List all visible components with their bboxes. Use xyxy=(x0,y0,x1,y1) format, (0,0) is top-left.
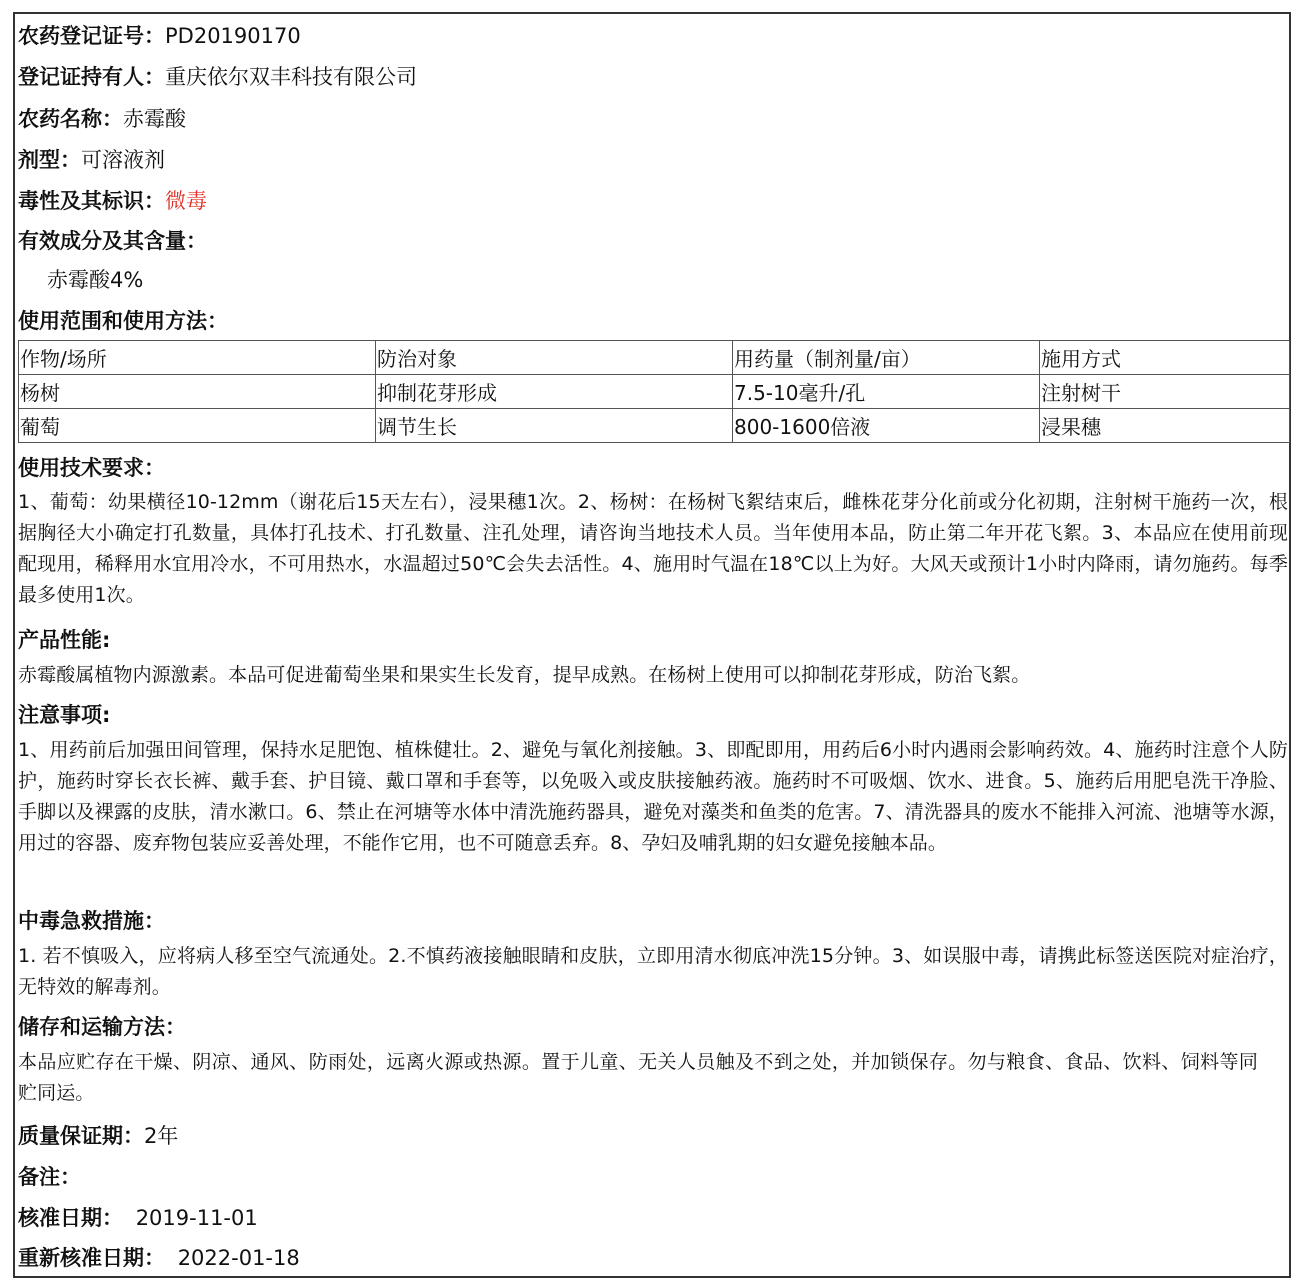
shelf-life-row xyxy=(18,1123,178,1149)
cell-dosage: 800-1600倍液 xyxy=(733,409,1040,443)
shelf-life-label: 质量保证期： xyxy=(18,1124,144,1148)
table-row xyxy=(19,375,1290,409)
registration-no-value: PD20190170 xyxy=(165,24,301,48)
formulation-row xyxy=(18,147,165,173)
ingredient-label-row xyxy=(18,228,207,254)
storage-label: 储存和运输方法： xyxy=(18,1015,186,1039)
tech-label-row xyxy=(18,455,165,481)
pesticide-name-label: 农药名称： xyxy=(18,107,123,131)
tech-text: 1、葡萄：幼果横径10-12mm（谢花后15天左右），浸果穗1次。2、杨树：在杨树飞絮结束后，雌株花芽分化前或分化初期，注射树干施药一次，根据胸径大小确定打孔数量，具体打孔技术、打孔数量、注孔处理，请咨询当地技术人员。当年使用本品，防止第二年开花飞絮。3、本品应在使用前现配现用，稀释用水宜用冷水，不可用热水，水温超过50℃会失去活性。4、施用时气温在18℃以上为好。大风天或预计1小时内降雨，请勿施药。每季最多使用1次。 xyxy=(18,491,1288,606)
first-aid-text: 1. 若不慎吸入，应将病人移至空气流通处。2.不慎药液接触眼睛和皮肤，立即用清水彻底冲洗15分钟。3、如误服中毒，请携此标签送医院对症治疗，无特效的解毒剂。 xyxy=(18,945,1288,998)
approval-date-row xyxy=(18,1205,258,1231)
cell-method: 注射树干 xyxy=(1040,375,1290,409)
storage-text: 本品应贮存在干燥、阴凉、通风、防雨处，远离火源或热源。置于儿童、无关人员触及不到之处，并加锁保存。勿与粮食、食品、饮料、饲料等同贮同运。 xyxy=(18,1051,1258,1104)
cell-target: 调节生长 xyxy=(376,409,733,443)
usage-label-row xyxy=(18,308,228,334)
holder-label: 登记证持有人： xyxy=(18,65,165,89)
header-target: 防治对象 xyxy=(376,341,733,375)
cautions-label-row xyxy=(18,702,110,728)
usage-label: 使用范围和使用方法： xyxy=(18,309,228,333)
holder-row xyxy=(18,64,417,90)
performance-text: 赤霉酸属植物内源激素。本品可促进葡萄坐果和果实生长发育，提早成熟。在杨树上使用可以抑制花芽形成，防治飞絮。 xyxy=(18,664,1031,686)
performance-label-row xyxy=(18,627,110,653)
cell-method: 浸果穗 xyxy=(1040,409,1290,443)
reapproval-date-value: 2022-01-18 xyxy=(177,1246,300,1270)
usage-table xyxy=(18,340,1290,443)
shelf-life-value: 2年 xyxy=(144,1124,179,1148)
reapproval-date-row xyxy=(18,1245,300,1271)
registration-no-row xyxy=(18,23,301,49)
toxicity-row xyxy=(18,188,207,214)
cautions-label: 注意事项: xyxy=(18,703,111,727)
remarks-label: 备注： xyxy=(18,1165,81,1189)
reapproval-date-label: 重新核准日期： xyxy=(18,1246,165,1270)
cell-crop: 杨树 xyxy=(19,375,376,409)
table-row xyxy=(19,409,1290,443)
header-crop: 作物/场所 xyxy=(19,341,376,375)
header-method: 施用方式 xyxy=(1040,341,1290,375)
cell-crop: 葡萄 xyxy=(19,409,376,443)
storage-label-row xyxy=(18,1014,186,1040)
header-dosage: 用药量（制剂量/亩） xyxy=(733,341,1040,375)
first-aid-label: 中毒急救措施： xyxy=(18,909,165,933)
ingredient-label: 有效成分及其含量： xyxy=(18,229,207,253)
formulation-value: 可溶液剂 xyxy=(81,148,165,172)
cell-dosage: 7.5-10毫升/孔 xyxy=(733,375,1040,409)
formulation-label: 剂型： xyxy=(18,148,81,172)
approval-date-value: 2019-11-01 xyxy=(135,1206,258,1230)
pesticide-label-document xyxy=(13,12,1291,1278)
cell-target: 抑制花芽形成 xyxy=(376,375,733,409)
holder-value: 重庆依尔双丰科技有限公司 xyxy=(165,65,417,89)
registration-no-label: 农药登记证号： xyxy=(18,24,165,48)
pesticide-name-row xyxy=(18,106,186,132)
ingredient-value: 赤霉酸4% xyxy=(47,268,144,292)
remarks-row xyxy=(18,1164,81,1190)
performance-label: 产品性能: xyxy=(18,628,111,652)
tech-label: 使用技术要求： xyxy=(18,456,165,480)
cautions-text: 1、用药前后加强田间管理，保持水足肥饱、植株健壮。2、避免与氧化剂接触。3、即配即用，用药后6小时内遇雨会影响药效。4、施药时注意个人防护，施药时穿长衣长裤、戴手套、护目镜、戴口罩和手套等，以免吸入或皮肤接触药液。施药时不可吸烟、饮水、进食。5、施药后用肥皂洗干净脸、手脚以及裸露的皮肤，清水漱口。6、禁止在河塘等水体中清洗施药器具，避免对藻类和鱼类的危害。7、清洗器具的废水不能排入河流、池塘等水源，用过的容器、废弃物包装应妥善处理，不能作它用，也不可随意丢弃。8、孕妇及哺乳期的妇女避免接触本品。 xyxy=(18,739,1288,854)
pesticide-name-value: 赤霉酸 xyxy=(123,107,186,131)
toxicity-label: 毒性及其标识： xyxy=(18,189,165,213)
approval-date-label: 核准日期： xyxy=(18,1206,123,1230)
first-aid-label-row xyxy=(18,908,165,934)
usage-table-header xyxy=(19,341,1290,375)
toxicity-value: 微毒 xyxy=(165,189,207,213)
